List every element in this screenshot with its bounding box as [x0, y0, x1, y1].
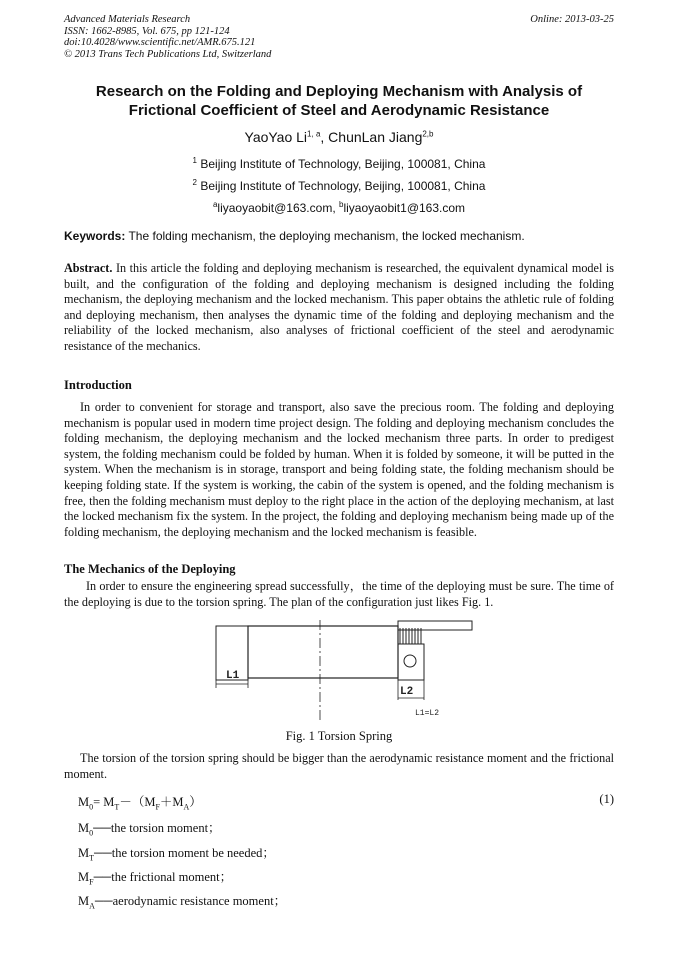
- email-b[interactable]: liyaoyaobit1@163.com: [343, 201, 466, 215]
- author-list: [64, 129, 614, 145]
- def-sub: F: [89, 877, 94, 887]
- def-symbol: M: [78, 821, 90, 835]
- issn-line: ISSN: 1662-8985, Vol. 675, pp 121-124: [64, 25, 230, 37]
- lock-block: [398, 644, 424, 680]
- main-body: [248, 626, 398, 678]
- eq-sub-t: T: [114, 802, 120, 812]
- mechanics-paragraph: In order to ensure the engineering spread successfully，the time of the deploying must be sure. The time of the deploying is due to the torsion spring. The plan of the configuration just likes Fig. 1.: [64, 579, 614, 609]
- abstract-label: Abstract.: [64, 261, 113, 275]
- definition-m0: [78, 818, 221, 836]
- email-b-sup: b: [338, 200, 344, 209]
- def-symbol: M: [78, 870, 90, 884]
- author-1-sup: 1, a: [307, 129, 321, 139]
- definition-mt: [78, 843, 275, 861]
- journal-header: [64, 14, 271, 60]
- author-2: ChunLan Jiang: [328, 129, 423, 145]
- eq-close-paren: ）: [189, 795, 202, 809]
- def-text: ──the torsion moment；: [93, 821, 221, 835]
- def-sub: 0: [89, 828, 94, 838]
- author-2-sup: 2,b: [422, 129, 434, 139]
- eq-plus-ma: ＋M: [159, 795, 184, 809]
- eq-m0-symbol: M: [78, 795, 90, 809]
- def-symbol: M: [78, 846, 90, 860]
- affiliation-2: [64, 179, 614, 193]
- introduction-paragraph: In order to convenient for storage and transport, also save the precious room. The folding and deploying mechanism is popular used in modern time project design. The folding and deploying mechanism concludes the folding mechanism, the deploying mechanism and the locked mechanism three parts. In order to predigest system, the folding mechanism could be folded by human. When it is folded by someone, it will be putted in the system. When the mechanism is in storage, transport and being folding state, the folding mechanism should be keeping folding state. If the system is working, the cabin of the system is opened, and the folding mechanism is free, then the folding mechanism must deploy to the right place in the action of the deploying mechanism, at last the locked mechanism fix the system. In the project, the folding and deploying mechanism being made up of the folding mechanism, the deploying mechanism and the locked mechanism is feasible.: [64, 400, 614, 539]
- definition-ma: [78, 891, 286, 909]
- def-sub: A: [89, 901, 95, 911]
- def-sub: T: [89, 853, 95, 863]
- abstract-text: In this article the folding and deploying mechanism is researched, the equivalent dynamical model is built, and the configuration of the folding and deploying mechanism is designed including the folding mechanism, the deploying mechanism and the locked mechanism. This paper obtains the athletic rule of folding and deploying mechanism, then analyses the dynamic time of the folding and deploying mechanism and the reliability of the locked mechanism, also analyses of frictional coefficient of the steel and aerodynamic resistance of the mechanics.: [64, 261, 614, 353]
- author-separator: ,: [320, 129, 329, 145]
- torsion-spring-coils: [398, 628, 424, 644]
- affiliation-2-sup: 2: [192, 178, 197, 187]
- def-text: ──aerodynamic resistance moment；: [94, 894, 287, 908]
- title-line-2: Frictional Coefficient of Steel and Aerodynamic Resistance: [128, 102, 550, 119]
- def-text: ──the frictional moment；: [93, 870, 233, 884]
- l2-label: L2: [400, 686, 414, 698]
- email-a-sup: a: [212, 200, 218, 209]
- affiliation-1-text: Beijing Institute of Technology, Beijing, 100081, China: [200, 157, 486, 171]
- journal-name: Advanced Materials Research: [64, 14, 191, 25]
- l1-label: L1: [226, 670, 240, 682]
- eq-sub-a: A: [183, 802, 190, 812]
- keywords-label: Keywords:: [64, 229, 126, 243]
- keywords-text: The folding mechanism, the deploying mechanism, the locked mechanism.: [125, 229, 525, 243]
- affiliation-1: [64, 157, 614, 171]
- email-line: [64, 201, 614, 215]
- mechanics-heading: The Mechanics of the Deploying: [64, 562, 236, 576]
- paper-title: [64, 82, 614, 120]
- eq-minus-mf: －（M: [119, 795, 156, 809]
- equation-1: [78, 792, 202, 810]
- online-date: Online: 2013-03-25: [530, 14, 614, 25]
- definition-mf: [78, 867, 232, 885]
- torsion-spring-figure: [212, 618, 474, 724]
- eq-sub-0: 0: [89, 802, 94, 812]
- def-symbol: M: [78, 894, 90, 908]
- l1-equals-l2-label: L1=L2: [415, 709, 440, 718]
- eq-equals-mt: = M: [93, 795, 115, 809]
- figure-caption: Fig. 1 Torsion Spring: [285, 729, 393, 743]
- affiliation-1-sup: 1: [192, 156, 197, 165]
- torsion-paragraph: The torsion of the torsion spring should be bigger than the aerodynamic resistance moment and the frictional moment.: [64, 751, 614, 781]
- author-1: YaoYao Li: [244, 129, 308, 145]
- introduction-heading: Introduction: [64, 378, 132, 392]
- doi-line: doi:10.4028/www.scientific.net/AMR.675.121: [64, 37, 256, 48]
- keywords: [64, 229, 614, 243]
- affiliation-2-text: Beijing Institute of Technology, Beijing, 100081, China: [200, 179, 486, 193]
- equation-number: (1): [599, 792, 614, 806]
- eq-sub-f: F: [155, 802, 160, 812]
- copyright-line: © 2013 Trans Tech Publications Ltd, Switzerland: [64, 48, 272, 60]
- title-line-1: Research on the Folding and Deploying Mechanism with Analysis of: [95, 83, 583, 100]
- abstract: [64, 261, 614, 355]
- torsion-spring-diagram: [212, 618, 474, 724]
- email-a[interactable]: liyaoyaobit@163.com,: [217, 201, 339, 215]
- lock-pin: [404, 655, 416, 667]
- def-text: ──the torsion moment be needed；: [94, 846, 275, 860]
